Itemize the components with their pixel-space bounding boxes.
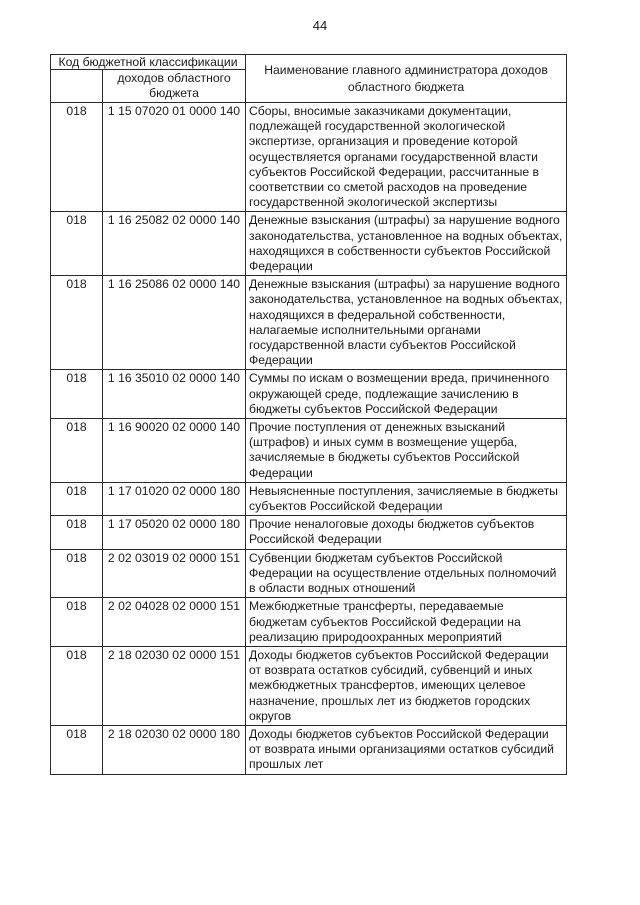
table-row <box>51 212 567 276</box>
table-row <box>51 646 567 725</box>
admin-code-cell: 018 <box>51 370 103 419</box>
admin-code-cell: 018 <box>51 103 103 212</box>
admin-code-cell: 018 <box>51 598 103 647</box>
income-code-cell: 1 16 35010 02 0000 140 <box>103 370 246 419</box>
administrator-name-cell: Невыясненные поступления, зачисляемые в бюджеты субъектов Российской Федерации <box>246 482 567 515</box>
income-code-cell: 1 16 25086 02 0000 140 <box>103 276 246 370</box>
table-row <box>51 103 567 212</box>
table-row <box>51 725 567 774</box>
administrator-name-cell: Прочие поступления от денежных взысканий (штрафов) и иных сумм в возмещение ущерба, зачисляемые в бюджеты субъектов Российской Федерации <box>246 419 567 483</box>
table-row <box>51 370 567 419</box>
income-code-cell: 1 17 05020 02 0000 180 <box>103 516 246 549</box>
table-header <box>51 55 567 103</box>
page-number: 44 <box>312 18 328 33</box>
table-row <box>51 276 567 370</box>
administrator-name-cell: Доходы бюджетов субъектов Российской Федерации от возврата остатков субсидий, субвенций и иных межбюджетных трансфертов, имеющих целевое назначение, прошлых лет из бюджетов городских округов <box>246 646 567 725</box>
income-code-cell: 2 02 04028 02 0000 151 <box>103 598 246 647</box>
income-code-cell: 2 02 03019 02 0000 151 <box>103 549 246 598</box>
admin-code-cell: 018 <box>51 516 103 549</box>
administrator-name-cell: Субвенции бюджетам субъектов Российской Федерации на осуществление отдельных полномочий в области водных отношений <box>246 549 567 598</box>
administrator-name-cell: Доходы бюджетов субъектов Российской Федерации от возврата иными организациями остатков субсидий прошлых лет <box>246 725 567 774</box>
income-code-cell: 1 16 25082 02 0000 140 <box>103 212 246 276</box>
income-code-cell: 2 18 02030 02 0000 180 <box>103 725 246 774</box>
table-body <box>51 103 567 775</box>
header-administrator-name: Наименование главного администратора доходов областного бюджета <box>246 55 567 103</box>
admin-code-cell: 018 <box>51 276 103 370</box>
income-code-cell: 2 18 02030 02 0000 151 <box>103 646 246 725</box>
admin-code-cell: 018 <box>51 646 103 725</box>
budget-classification-table <box>50 54 567 775</box>
income-code-cell: 1 17 01020 02 0000 180 <box>103 482 246 515</box>
admin-code-cell: 018 <box>51 419 103 483</box>
income-code-cell: 1 16 90020 02 0000 140 <box>103 419 246 483</box>
table-row <box>51 598 567 647</box>
income-code-cell: 1 15 07020 01 0000 140 <box>103 103 246 212</box>
header-income-code: доходов областного бюджета <box>103 70 246 103</box>
admin-code-cell: 018 <box>51 212 103 276</box>
admin-code-cell: 018 <box>51 725 103 774</box>
table-row <box>51 549 567 598</box>
header-admin-code-cell <box>51 70 103 103</box>
table-row <box>51 516 567 549</box>
administrator-name-cell: Прочие неналоговые доходы бюджетов субъектов Российской Федерации <box>246 516 567 549</box>
administrator-name-cell: Суммы по искам о возмещении вреда, причиненного окружающей среде, подлежащие зачислению в бюджеты субъектов Российской Федерации <box>246 370 567 419</box>
administrator-name-cell: Денежные взыскания (штрафы) за нарушение водного законодательства, установленное на водных объектах, находящихся в собственности субъектов Российской Федерации <box>246 212 567 276</box>
header-budget-classification-code: Код бюджетной классификации <box>51 55 246 70</box>
administrator-name-cell: Денежные взыскания (штрафы) за нарушение водного законодательства, установленное на водных объектах, находящихся в федеральной собственности, налагаемые исполнительными органами государственной власти субъектов Российской Федерации <box>246 276 567 370</box>
admin-code-cell: 018 <box>51 549 103 598</box>
table-row <box>51 419 567 483</box>
table-row <box>51 482 567 515</box>
admin-code-cell: 018 <box>51 482 103 515</box>
administrator-name-cell: Межбюджетные трансферты, передаваемые бюджетам субъектов Российской Федерации на реализацию природоохранных мероприятий <box>246 598 567 647</box>
administrator-name-cell: Сборы, вносимые заказчиками документации, подлежащей государственной экологической экспертизе, организация и проведение которой осуществляется органами государственной власти субъектов Российской Федерации, рассчитанные в соответствии со сметой расходов на проведение государственной экологической экспертизы <box>246 103 567 212</box>
